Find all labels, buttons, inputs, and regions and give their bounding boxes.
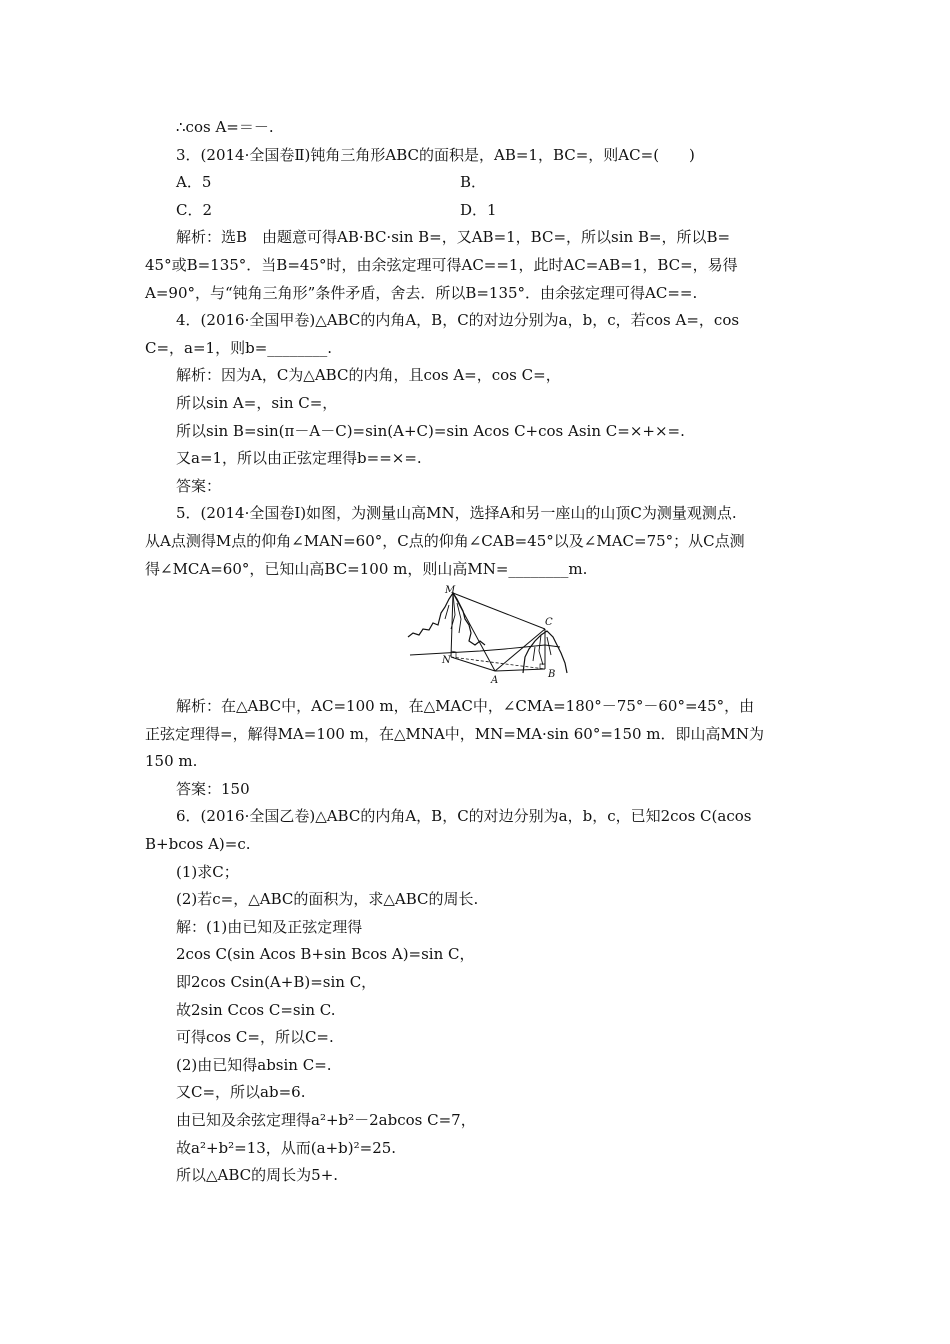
text-block-after-figure bbox=[0, 693, 950, 1190]
line-text: 解析：在△ABC中，AC=100 m，在△MAC中，∠CMA=180°－75°－60°=45°，由 bbox=[176, 697, 755, 716]
text-line bbox=[0, 831, 950, 859]
text-line bbox=[0, 1135, 950, 1163]
text-line bbox=[0, 169, 950, 197]
text-line bbox=[0, 941, 950, 969]
text-line bbox=[0, 1162, 950, 1190]
label-c: C bbox=[545, 617, 553, 629]
line-text: ∴cos A=＝－. bbox=[176, 118, 274, 136]
line-text: 解：(1)由已知及正弦定理得 bbox=[176, 917, 363, 936]
line-text: 得∠MCA=60°，已知山高BC=100 m，则山高MN=________m. bbox=[145, 559, 588, 578]
text-line bbox=[0, 197, 950, 225]
line-text: 答案： bbox=[176, 476, 222, 495]
label-a: A bbox=[491, 675, 499, 686]
text-line bbox=[0, 859, 950, 887]
text-line bbox=[0, 776, 950, 804]
text-line bbox=[0, 224, 950, 252]
line-text: 故2sin Ccos C=sin C. bbox=[176, 1000, 336, 1019]
text-line bbox=[0, 693, 950, 721]
text-line bbox=[0, 556, 950, 584]
text-line bbox=[0, 721, 950, 749]
option-right-column: B． bbox=[460, 173, 487, 192]
line-text: B+bcos A)=c. bbox=[145, 835, 251, 854]
text-line bbox=[0, 473, 950, 501]
option-right-column: D．1 bbox=[460, 200, 497, 219]
line-text: 又a=1，所以由正弦定理得b==×=. bbox=[176, 449, 422, 468]
line-text: 所以sin B=sin(π－A－C)=sin(A+C)=sin Acos C+cos Asin C=×+×=. bbox=[176, 421, 685, 440]
text-line bbox=[0, 500, 950, 528]
document-body bbox=[0, 114, 950, 1190]
line-text: 正弦定理得=，解得MA=100 m，在△MNA中，MN=MA·sin 60°=150 m．即山高MN为 bbox=[145, 724, 765, 743]
text-line bbox=[0, 886, 950, 914]
text-line bbox=[0, 390, 950, 418]
line-text: 从A点测得M点的仰角∠MAN=60°，C点的仰角∠CAB=45°以及∠MAC=75°；从C点测 bbox=[145, 531, 745, 550]
label-m: M bbox=[445, 585, 456, 597]
segment-mc bbox=[453, 593, 545, 629]
label-b: B bbox=[548, 669, 556, 681]
ground-line bbox=[410, 645, 560, 655]
line-text: 3．(2014·全国卷Ⅱ)钝角三角形ABC的面积是，AB=1，BC=，则AC=( ) bbox=[176, 145, 695, 164]
line-text: 可得cos C=，所以C=. bbox=[176, 1028, 334, 1047]
segment-mn bbox=[451, 593, 453, 657]
text-line bbox=[0, 280, 950, 308]
line-text: 4．(2016·全国甲卷)△ABC的内角A，B，C的对边分别为a，b，c，若cos A=，cos bbox=[176, 311, 740, 330]
text-line bbox=[0, 1052, 950, 1080]
text-line bbox=[0, 114, 950, 142]
text-block-before-figure bbox=[0, 114, 950, 583]
segment-ab bbox=[495, 669, 545, 671]
segment-ca bbox=[495, 629, 545, 671]
line-text: 解析：因为A，C为△ABC的内角，且cos A=，cos C=， bbox=[176, 366, 561, 385]
text-line bbox=[0, 914, 950, 942]
line-text: A．5 bbox=[176, 173, 212, 192]
line-text: 所以△ABC的周长为5+. bbox=[176, 1166, 339, 1185]
line-text: 解析：选B 由题意可得AB·BC·sin B=，又AB=1，BC=，所以sin B=，所以B= bbox=[176, 228, 731, 247]
line-text: 故a²+b²=13，从而(a+b)²=25. bbox=[176, 1138, 397, 1157]
text-line bbox=[0, 252, 950, 280]
text-line bbox=[0, 362, 950, 390]
text-line bbox=[0, 1024, 950, 1052]
segment-nb-dashed bbox=[451, 657, 545, 669]
line-text: 2cos C(sin Acos B+sin Bcos A)=sin C， bbox=[176, 945, 475, 964]
text-line bbox=[0, 445, 950, 473]
text-line bbox=[0, 969, 950, 997]
mountain-diagram bbox=[405, 585, 575, 685]
line-text: 45°或B=135°．当B=45°时，由余弦定理可得AC==1，此时AC=AB=1，BC=，易得 bbox=[145, 255, 738, 274]
line-text: 6．(2016·全国乙卷)△ABC的内角A，B，C的对边分别为a，b，c，已知2cos C(acos bbox=[176, 807, 752, 826]
line-text: 又C=，所以ab=6. bbox=[176, 1083, 306, 1102]
figure-container bbox=[0, 583, 950, 693]
line-text: 即2cos Csin(A+B)=sin C， bbox=[176, 973, 377, 992]
text-line bbox=[0, 997, 950, 1025]
line-text: 答案：150 bbox=[176, 779, 250, 798]
label-n: N bbox=[442, 655, 451, 667]
line-text: C=，a=1，则b=________. bbox=[145, 338, 333, 357]
text-line bbox=[0, 803, 950, 831]
line-text: (2)由已知得absin C=. bbox=[176, 1055, 332, 1074]
text-line bbox=[0, 528, 950, 556]
line-text: C．2 bbox=[176, 200, 213, 219]
line-text: (1)求C； bbox=[176, 862, 239, 881]
text-line bbox=[0, 1107, 950, 1135]
line-text: (2)若c=，△ABC的面积为，求△ABC的周长. bbox=[176, 890, 479, 909]
line-text: 所以sin A=，sin C=， bbox=[176, 393, 338, 412]
line-text: 由已知及余弦定理得a²+b²－2abcos C=7， bbox=[176, 1111, 476, 1129]
text-line bbox=[0, 307, 950, 335]
text-line bbox=[0, 335, 950, 363]
text-line bbox=[0, 418, 950, 446]
text-line bbox=[0, 142, 950, 170]
text-line bbox=[0, 748, 950, 776]
text-line bbox=[0, 1079, 950, 1107]
mountain-measurement-figure bbox=[405, 585, 575, 685]
line-text: 150 m. bbox=[145, 752, 198, 771]
line-text: A=90°，与“钝角三角形”条件矛盾，舍去．所以B=135°．由余弦定理可得AC==. bbox=[145, 283, 698, 302]
line-text: 5．(2014·全国卷Ⅰ)如图，为测量山高MN，选择A和另一座山的山顶C为测量观测点. bbox=[176, 504, 737, 523]
